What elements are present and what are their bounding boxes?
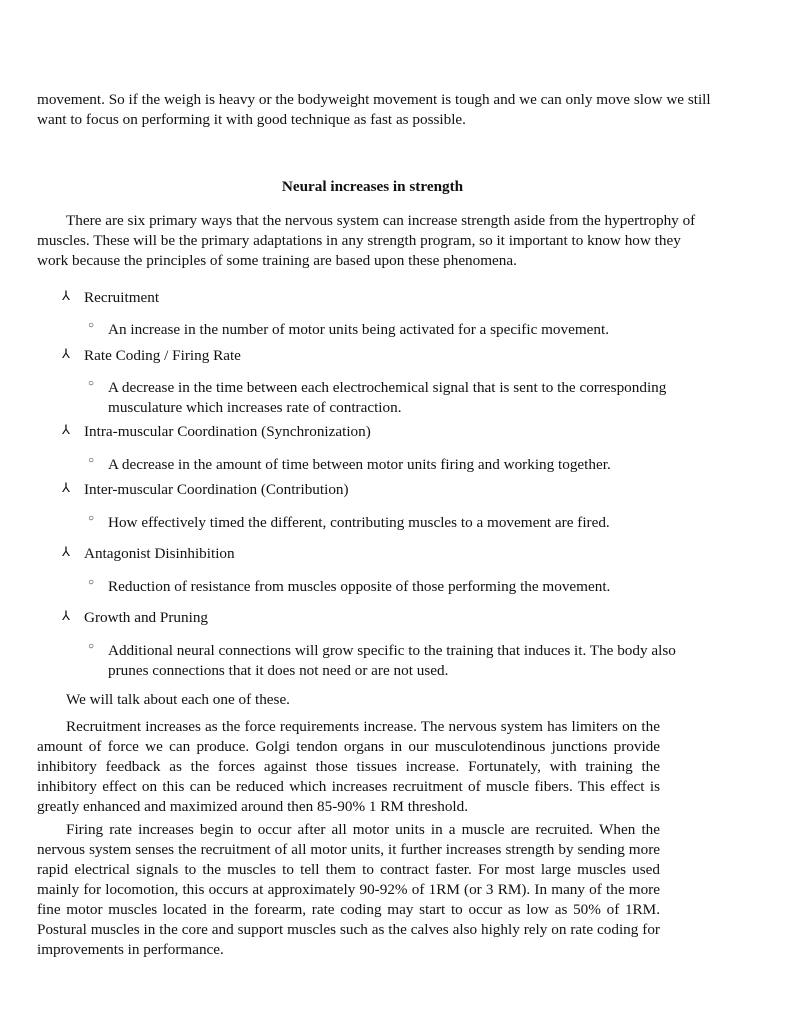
firing-rate-paragraph: Firing rate increases begin to occur after all motor units in a muscle are recruited. When the nervous system senses the recruitment of all motor units, it further increases strength by sending more rapid electrical signals to the muscles to tell them to contract faster. For most large muscles used mainly for locomotion, this occurs at approximately 90-92% of 1RM (or 3 RM). In many of the more fine motor muscles located in the forearm, rate coding may start to occur as low as 50% of 1RM. Postural muscles in the core and support muscles such as the calves also highly rely on rate coding for improvements in performance. (37, 821, 660, 958)
sub-bullet-text: A decrease in the amount of time between motor units firing and working together. (108, 456, 611, 473)
bullet-icon: ⅄ (62, 288, 70, 303)
circle-bullet-icon: ○ (88, 513, 95, 524)
circle-bullet-icon: ○ (88, 378, 95, 389)
circle-bullet-icon: ○ (88, 455, 95, 466)
bullet-label: Growth and Pruning (84, 609, 209, 626)
sub-bullet-text: An increase in the number of motor units being activated for a specific movement. (108, 321, 610, 338)
recruitment-paragraph: Recruitment increases as the force requirements increase. The nervous system has limiters on the amount of force we can produce. Golgi tendon organs in our musculotendinous junctions provide inhibitory feedback as the forces against those tissues increase. Fortunately, with training the inhibitory effect on this can be reduced which increases recruitment of muscle fibers. This effect is greatly enhanced and maximized around then 85-90% 1 RM threshold. (37, 718, 660, 815)
bullet-label: Recruitment (84, 289, 160, 306)
talk-line: We will talk about each one of these. (66, 691, 290, 708)
bullet-icon: ⅄ (62, 544, 70, 559)
sub-bullet-text: How effectively timed the different, contributing muscles to a movement are fired. (108, 514, 610, 531)
sub-bullet-text: A decrease in the time between each electrochemical signal that is sent to the corresponding musculature which increases rate of contraction. (108, 379, 667, 416)
bullet-label: Inter-muscular Coordination (Contribution) (84, 481, 349, 498)
circle-bullet-icon: ○ (88, 641, 95, 652)
top-paragraph: movement. So if the weigh is heavy or the bodyweight movement is tough and we can only move slow we still want to focus on performing it with good technique as fast as possible. (37, 91, 711, 128)
bullet-icon: ⅄ (62, 346, 70, 361)
sub-bullet-text: Reduction of resistance from muscles opposite of those performing the movement. (108, 578, 611, 595)
bullet-icon: ⅄ (62, 608, 70, 623)
bullet-label: Intra-muscular Coordination (Synchronization) (84, 423, 371, 440)
bullet-icon: ⅄ (62, 422, 70, 437)
circle-bullet-icon: ○ (88, 577, 95, 588)
bullet-label: Rate Coding / Firing Rate (84, 347, 241, 364)
section-title: Neural increases in strength (281, 178, 464, 195)
bullet-label: Antagonist Disinhibition (84, 545, 235, 562)
bullet-icon: ⅄ (62, 480, 70, 495)
circle-bullet-icon: ○ (88, 320, 95, 331)
sub-bullet-text: Additional neural connections will grow specific to the training that induces it. The body also prunes connections that it does not need or are not used. (108, 642, 676, 679)
intro-paragraph: There are six primary ways that the nervous system can increase strength aside from the hypertrophy of muscles. These will be the primary adaptations in any strength program, so it important to know how they work because the principles of some training are based upon these phenomena. (37, 212, 696, 269)
